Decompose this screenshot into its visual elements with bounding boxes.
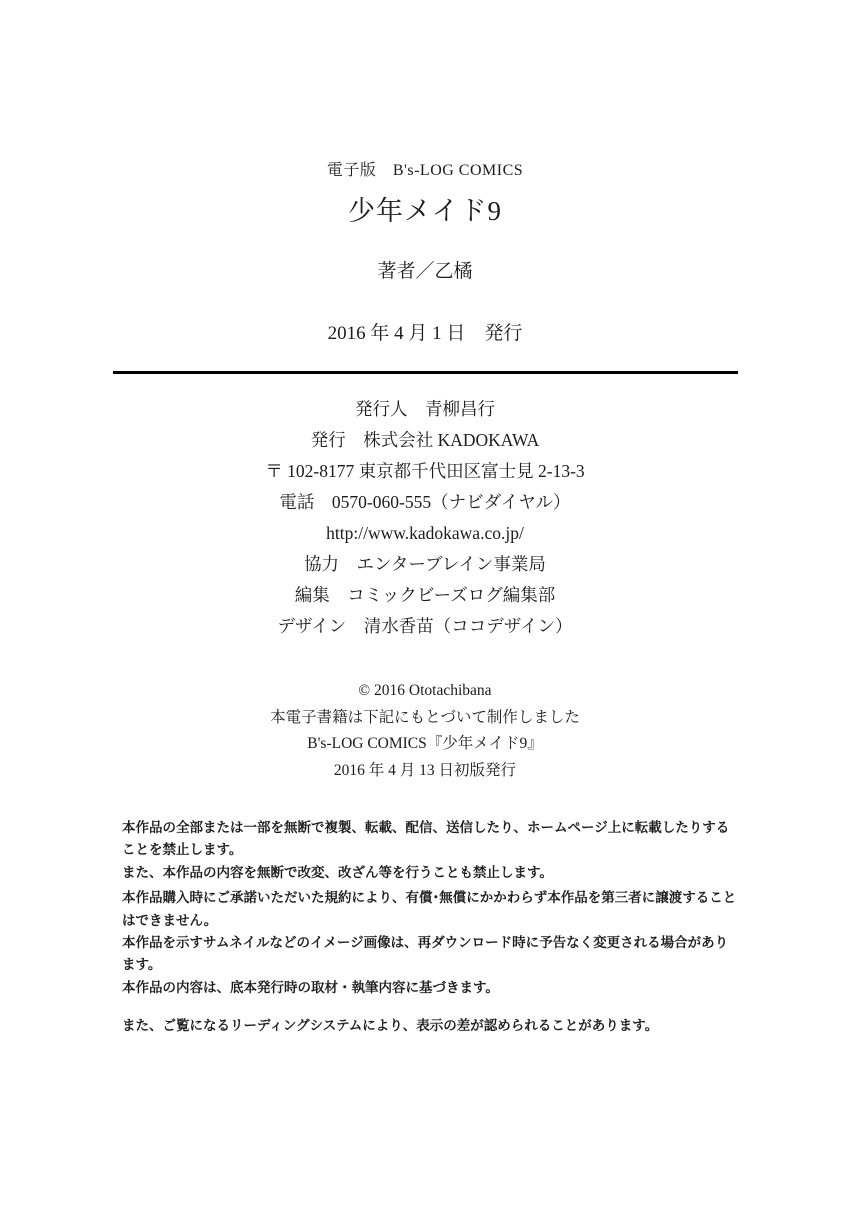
edition-label: 電子版 B's-LOG COMICS (326, 162, 524, 179)
copyright-block (0, 678, 850, 784)
legal-line: また、本作品の内容を無断で改変、改ざん等を行うことも禁止します。 (122, 864, 553, 880)
publisher-line-phone: 電話 0570-060-555（ナビダイヤル） (279, 492, 571, 512)
author-line: 著者／乙橘 (377, 261, 473, 282)
publisher-line-company: 発行 株式会社 KADOKAWA (310, 430, 540, 450)
publisher-line-design: デザイン 清水香苗（ココデザイン） (277, 616, 573, 636)
legal-line: 本作品の全部または一部を無断で複製、転載、配信、送信したり、ホームページ上に転載したりすることを禁止します。 (122, 820, 730, 858)
legal-line: 本作品を示すサムネイルなどのイメージ画像は、再ダウンロード時に予告なく変更される場合があります。 (122, 935, 729, 973)
publish-date-line: 2016 年 4 月 1 日 発行 (327, 323, 523, 344)
copyright-line: © 2016 Ototachibana (358, 682, 492, 699)
publisher-line-address: 〒 102-8177 東京都千代田区富士見 2-13-3 (265, 461, 585, 481)
legal-line: 本作品の内容は、底本発行時の取材・執筆内容に基づきます。 (122, 979, 499, 995)
legal-paragraph-display-note (122, 1015, 738, 1037)
publisher-line-url: http://www.kadokawa.co.jp/ (326, 523, 524, 543)
divider-rule (113, 371, 738, 374)
production-note-line: 本電子書籍は下記にもとづいて制作しました (270, 708, 580, 726)
legal-paragraph-prohibitions (122, 817, 738, 884)
publisher-line-editing: 編集 コミックビーズログ編集部 (294, 585, 556, 605)
legal-line: 本作品購入時にご承諾いただいた規約により、有償･無償にかかわらず本作品を第三者に譲渡することはできません。 (122, 890, 737, 928)
publisher-block (0, 394, 850, 642)
first-edition-line: 2016 年 4 月 13 日初版発行 (333, 761, 517, 779)
legal-block (0, 817, 850, 1038)
legal-line: また、ご覧になるリーディングシステムにより、表示の差が認められることがあります。 (122, 1018, 659, 1034)
source-edition-line: B's-LOG COMICS『少年メイド9』 (307, 735, 543, 752)
publisher-line-issuer: 発行人 青柳昌行 (355, 399, 495, 419)
book-title: 少年メイド9 (348, 196, 502, 226)
legal-paragraph-terms (122, 887, 738, 999)
publisher-line-support: 協力 エンターブレイン事業局 (304, 554, 546, 574)
